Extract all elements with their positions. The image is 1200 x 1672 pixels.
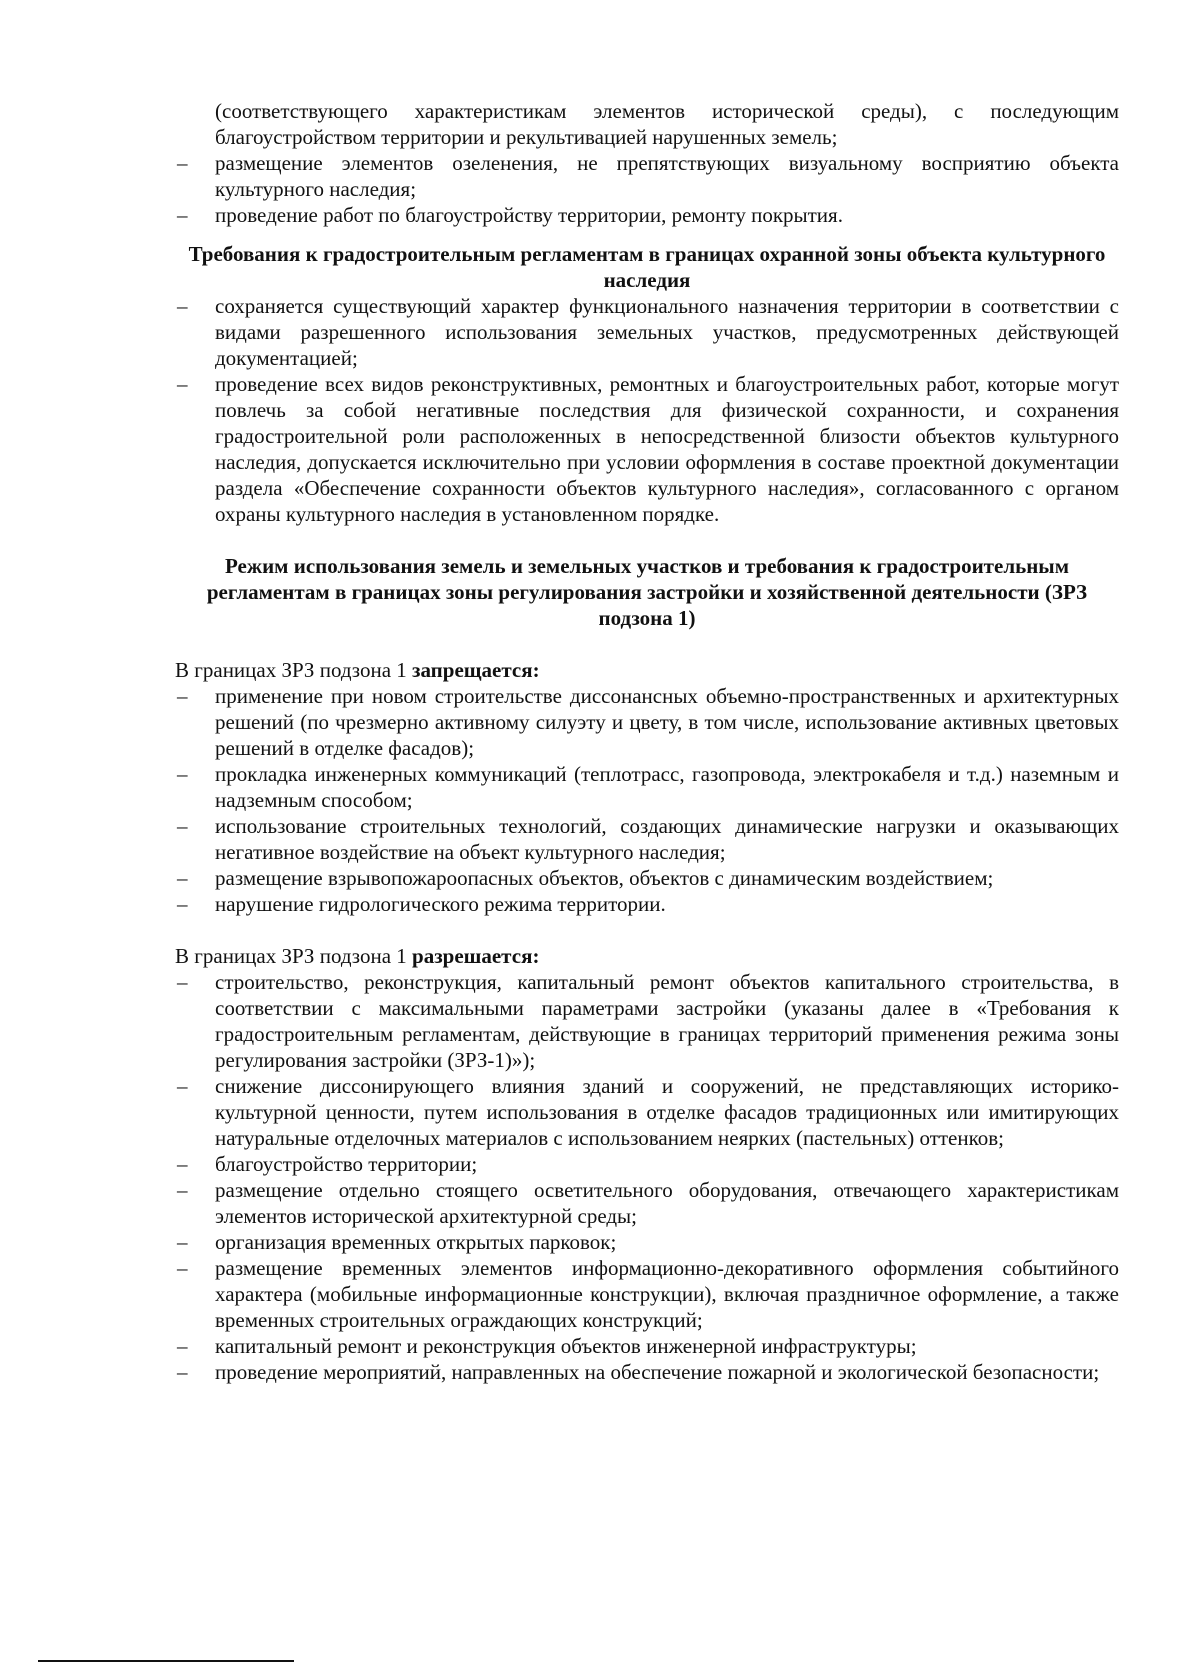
footnote-separator [38,1660,294,1662]
list-item: – проведение всех видов реконструктивных, ремонтных и благоустроительных работ, которые могут повлечь за собой негативные последствия для физической сохранности, и сохранения градостроительной роли расположенных в непосредственной близости объектов культурного наследия, допускается исключительно при условии оформления в составе проектной документации раздела «Обеспечение сохранности объектов культурного наследия», согласованного с органом охраны культурного наследия в установленном порядке. [175,371,1119,527]
page-content [175,98,1119,1385]
list-zone-works [175,150,1119,228]
prohibited-intro [175,657,1119,683]
list-item: – размещение взрывопожароопасных объектов, объектов с динамическим воздействием; [175,865,1119,891]
list-item: – нарушение гидрологического режима территории. [175,891,1119,917]
section-heading-zrz-subzone-1: Режим использования земель и земельных участков и требования к градостроительным регламентам в границах зоны регулирования застройки и хозяйственной деятельности (ЗРЗ подзона 1) [206,554,1088,630]
prohibited-intro-keyword: запрещается: [412,658,540,682]
list-item: – размещение временных элементов информационно-декоративного оформления событийного характера (мобильные информационные конструкции), включая праздничное оформление, а также временных строительных ограждающих конструкций; [175,1255,1119,1333]
list-item: – организация временных открытых парковок; [175,1229,1119,1255]
allowed-intro [175,943,1119,969]
list-item: – строительство, реконструкция, капитальный ремонт объектов капитального строительства, в соответствии с максимальными параметрами застройки (указаны далее в «Требования к градостроительным регламентам, действующие в границах территорий применения режима зоны регулирования застройки (ЗРЗ-1)»); [175,969,1119,1073]
list-item: – проведение мероприятий, направленных на обеспечение пожарной и экологической безопасности; [175,1359,1119,1385]
list-item: – размещение отдельно стоящего осветительного оборудования, отвечающего характеристикам элементов исторической архитектурной среды; [175,1177,1119,1229]
list-item: – проведение работ по благоустройству территории, ремонту покрытия. [175,202,1119,228]
list-protection-zone-requirements [175,293,1119,527]
list-allowed [175,969,1119,1385]
prohibited-intro-text: В границах ЗРЗ подзона 1 [175,658,413,682]
list-item: – благоустройство территории; [175,1151,1119,1177]
list-item: – применение при новом строительстве диссонансных объемно-пространственных и архитектурных решений (по чрезмерно активному силуэту и цвету, в том числе, использование активных цветовых решений в отделке фасадов); [175,683,1119,761]
list-item: – прокладка инженерных коммуникаций (теплотрасс, газопровода, электрокабеля и т.д.) наземным и надземным способом; [175,761,1119,813]
section-heading-protection-zone: Требования к градостроительным регламентам в границах охранной зоны объекта культурного наследия [188,242,1106,292]
list-prohibited [175,683,1119,917]
allowed-intro-keyword: разрешается: [412,944,540,968]
list-item: – использование строительных технологий, создающих динамические нагрузки и оказывающих негативное воздействие на объект культурного наследия; [175,813,1119,865]
list-item: – размещение элементов озеленения, не препятствующих визуальному восприятию объекта культурного наследия; [175,150,1119,202]
continued-paragraph: (соответствующего характеристикам элементов исторической среды), с последующим благоустройством территории и рекультивацией нарушенных земель; [215,99,1119,149]
allowed-intro-text: В границах ЗРЗ подзона 1 [175,944,413,968]
list-item: – сохраняется существующий характер функционального назначения территории в соответствии с видами разрешенного использования земельных участков, предусмотренных действующей документацией; [175,293,1119,371]
list-item: – снижение диссонирующего влияния зданий и сооружений, не представляющих историко-культурной ценности, путем использования в отделке фасадов традиционных или имитирующих натуральные отделочных материалов с использованием неярких (пастельных) оттенков; [175,1073,1119,1151]
list-item: – капитальный ремонт и реконструкция объектов инженерной инфраструктуры; [175,1333,1119,1359]
